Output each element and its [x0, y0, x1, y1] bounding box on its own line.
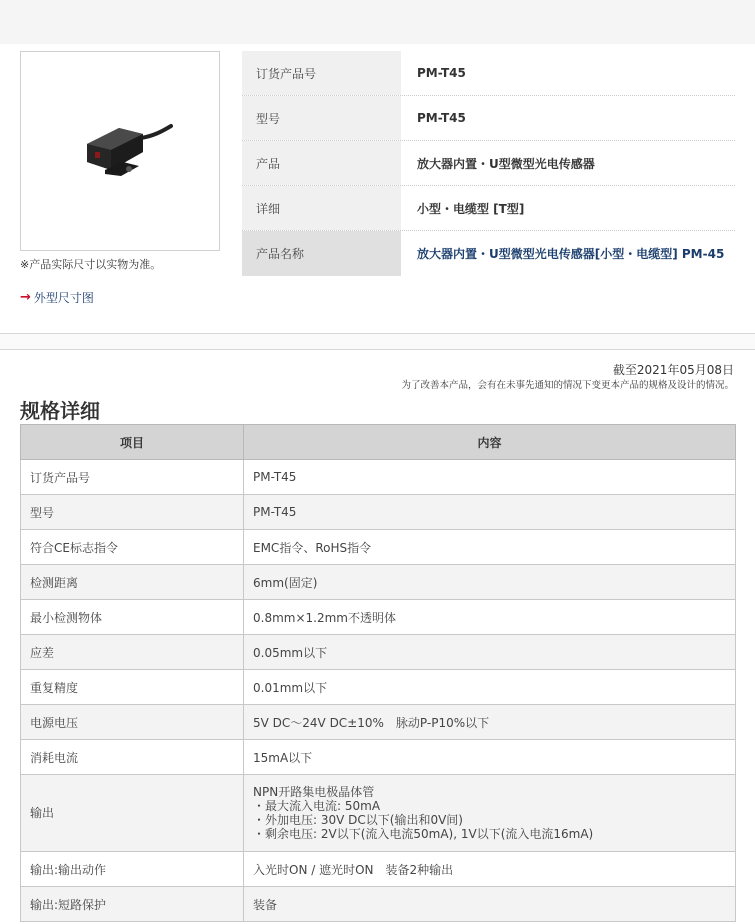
table-row — [21, 530, 736, 565]
table-row — [21, 775, 736, 852]
spec-item: 电源电压 — [21, 705, 244, 740]
product-info-table — [242, 51, 735, 276]
spec-item: 检测距离 — [21, 565, 244, 600]
info-label: 产品名称 — [242, 231, 401, 276]
disclaimer-text: 为了改善本产品，会有在未事先通知的情况下变更本产品的规格及设计的情况。 — [401, 380, 734, 391]
spec-content: EMC指令、RoHS指令 — [244, 530, 736, 565]
info-value: PM-T45 — [417, 111, 466, 125]
output-type: NPN开路集电极晶体管 — [253, 785, 375, 799]
spec-content: 15mA以下 — [244, 740, 736, 775]
section-divider — [0, 333, 755, 350]
spec-item: 型号 — [21, 495, 244, 530]
spec-item: 订货产品号 — [21, 460, 244, 495]
spec-item: 消耗电流 — [21, 740, 244, 775]
spec-content: 入光时ON / 遮光时ON 装备2种输出 — [244, 852, 736, 887]
as-of-date: 截至2021年05月08日 — [612, 363, 734, 377]
spec-item: 输出:输出动作 — [21, 852, 244, 887]
info-label: 型号 — [242, 96, 401, 140]
table-row — [21, 740, 736, 775]
output-line: ・最大流入电流: 50mA — [253, 799, 381, 813]
table-row — [21, 460, 736, 495]
spec-item: 重复精度 — [21, 670, 244, 705]
arrow-right-icon: → — [20, 290, 31, 305]
spec-content-output — [244, 775, 736, 852]
spec-content: 装备 — [244, 887, 736, 922]
spec-item: 应差 — [21, 635, 244, 670]
spec-content: PM-T45 — [244, 495, 736, 530]
info-row-model — [242, 96, 735, 141]
table-row — [21, 600, 736, 635]
sensor-photo — [21, 52, 219, 250]
spec-header-row — [21, 425, 736, 460]
table-row — [21, 705, 736, 740]
spec-content: 6mm(固定) — [244, 565, 736, 600]
info-label: 订货产品号 — [242, 51, 401, 95]
spec-item: 最小检测物体 — [21, 600, 244, 635]
spec-content: 0.01mm以下 — [244, 670, 736, 705]
table-row — [21, 670, 736, 705]
table-row — [21, 887, 736, 922]
info-row-product — [242, 141, 735, 186]
spec-item: 输出:短路保护 — [21, 887, 244, 922]
output-line: ・剩余电压: 2V以下(流入电流50mA), 1V以下(流入电流16mA) — [253, 827, 594, 841]
output-line: ・外加电压: 30V DC以下(输出和0V间) — [253, 813, 463, 827]
table-row — [21, 635, 736, 670]
info-row-detail — [242, 186, 735, 231]
spec-content: 0.8mm×1.2mm不透明体 — [244, 600, 736, 635]
product-name-link[interactable]: 放大器内置・U型微型光电传感器[小型・电缆型] PM-45 — [417, 247, 725, 261]
image-note: ※产品实际尺寸以实物为准。 — [20, 258, 162, 271]
dimension-link-label: 外型尺寸图 — [33, 291, 94, 305]
spec-content: 5V DC～24V DC±10% 脉动P-P10%以下 — [244, 705, 736, 740]
info-label: 详细 — [242, 186, 401, 230]
info-value: 放大器内置・U型微型光电传感器 — [417, 156, 595, 171]
info-row-order-no — [242, 51, 735, 96]
table-row — [21, 565, 736, 600]
spec-title: 规格详细 — [20, 399, 100, 423]
header-item: 项目 — [21, 425, 244, 460]
info-value: PM-T45 — [417, 66, 466, 80]
dimension-drawing-link[interactable] — [20, 289, 94, 306]
info-row-product-name — [242, 231, 735, 276]
spec-content: 0.05mm以下 — [244, 635, 736, 670]
table-row — [21, 852, 736, 887]
table-row — [21, 495, 736, 530]
spec-item: 输出 — [21, 775, 244, 852]
info-value: 小型・电缆型 [T型] — [417, 201, 525, 216]
spec-item: 符合CE标志指令 — [21, 530, 244, 565]
header-content: 内容 — [244, 425, 736, 460]
product-image — [20, 51, 220, 251]
top-band — [0, 0, 755, 44]
spec-table — [20, 424, 736, 922]
spec-content: PM-T45 — [244, 460, 736, 495]
info-label: 产品 — [242, 141, 401, 185]
